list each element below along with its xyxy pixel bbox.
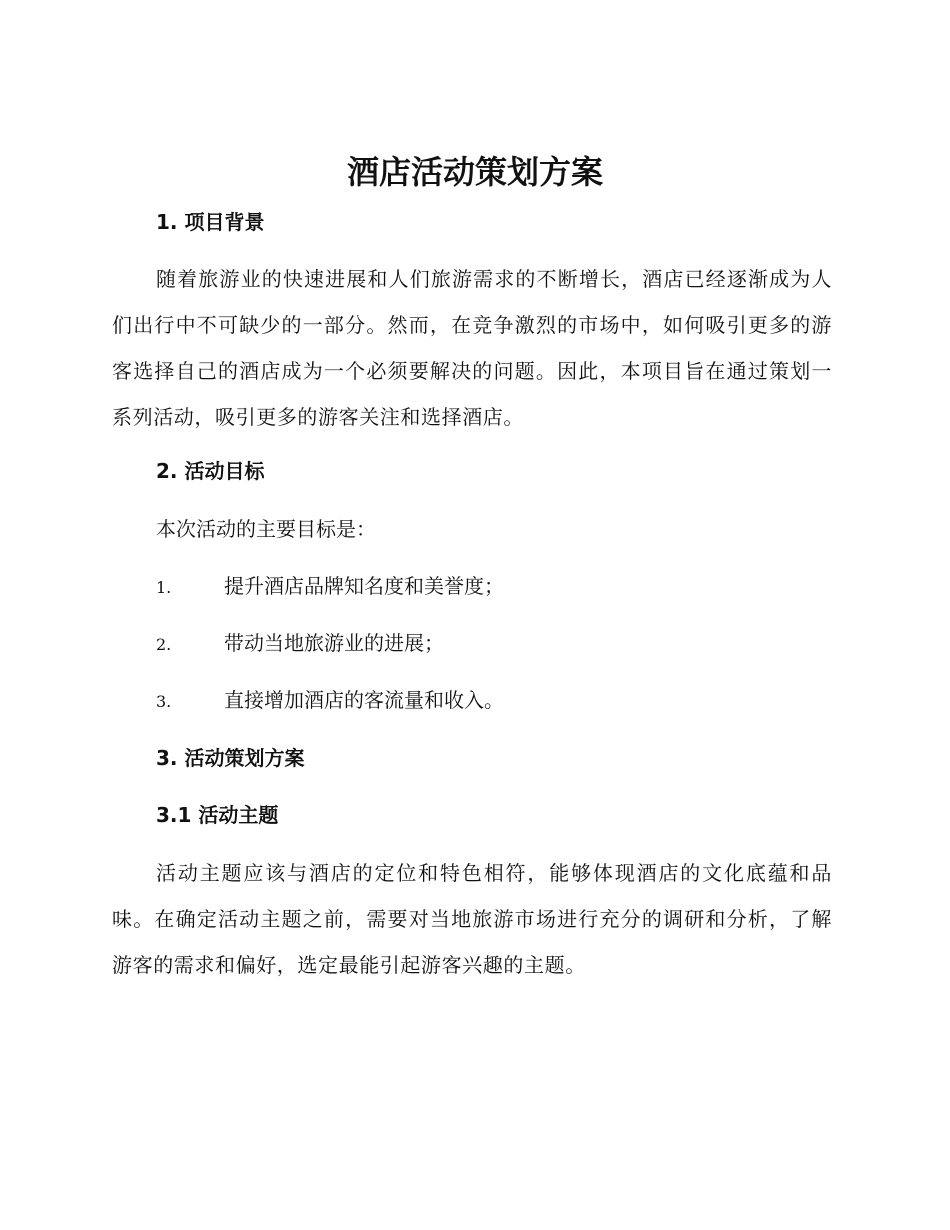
list-text: 提升酒店品牌知名度和美誉度； bbox=[224, 574, 504, 598]
list-text: 带动当地旅游业的进展； bbox=[224, 631, 444, 655]
list-number: 2. bbox=[156, 635, 172, 654]
document-title: 酒店活动策划方案 bbox=[346, 153, 603, 191]
paragraph-theme: 活动主题应该与酒店的定位和特色相符，能够体现酒店的文化底蕴和品味。在确定活动主题之前，需要对当地旅游市场进行充分的调研和分析，了解游客的需求和偏好，选定最能引起游客兴趣的主题。 bbox=[112, 861, 832, 977]
paragraph-background: 随着旅游业的快速进展和人们旅游需求的不断增长，酒店已经逐渐成为人们出行中不可缺少的一部分。然而，在竞争激烈的市场中，如何吸引更多的游客选择自己的酒店成为一个必须要解决的问题。因此，本项目旨在通过策划一系列活动，吸引更多的游客关注和选择酒店。 bbox=[112, 267, 832, 429]
section-heading-goals: 2. 活动目标 bbox=[156, 459, 265, 483]
list-number: 3. bbox=[156, 692, 172, 711]
section-heading-theme: 3.1 活动主题 bbox=[156, 803, 279, 827]
goals-intro: 本次活动的主要目标是： bbox=[156, 517, 376, 541]
section-heading-plan: 3. 活动策划方案 bbox=[156, 746, 305, 770]
list-text: 直接增加酒店的客流量和收入。 bbox=[224, 688, 504, 712]
section-heading-background: 1. 项目背景 bbox=[156, 210, 265, 234]
list-number: 1. bbox=[156, 578, 172, 597]
